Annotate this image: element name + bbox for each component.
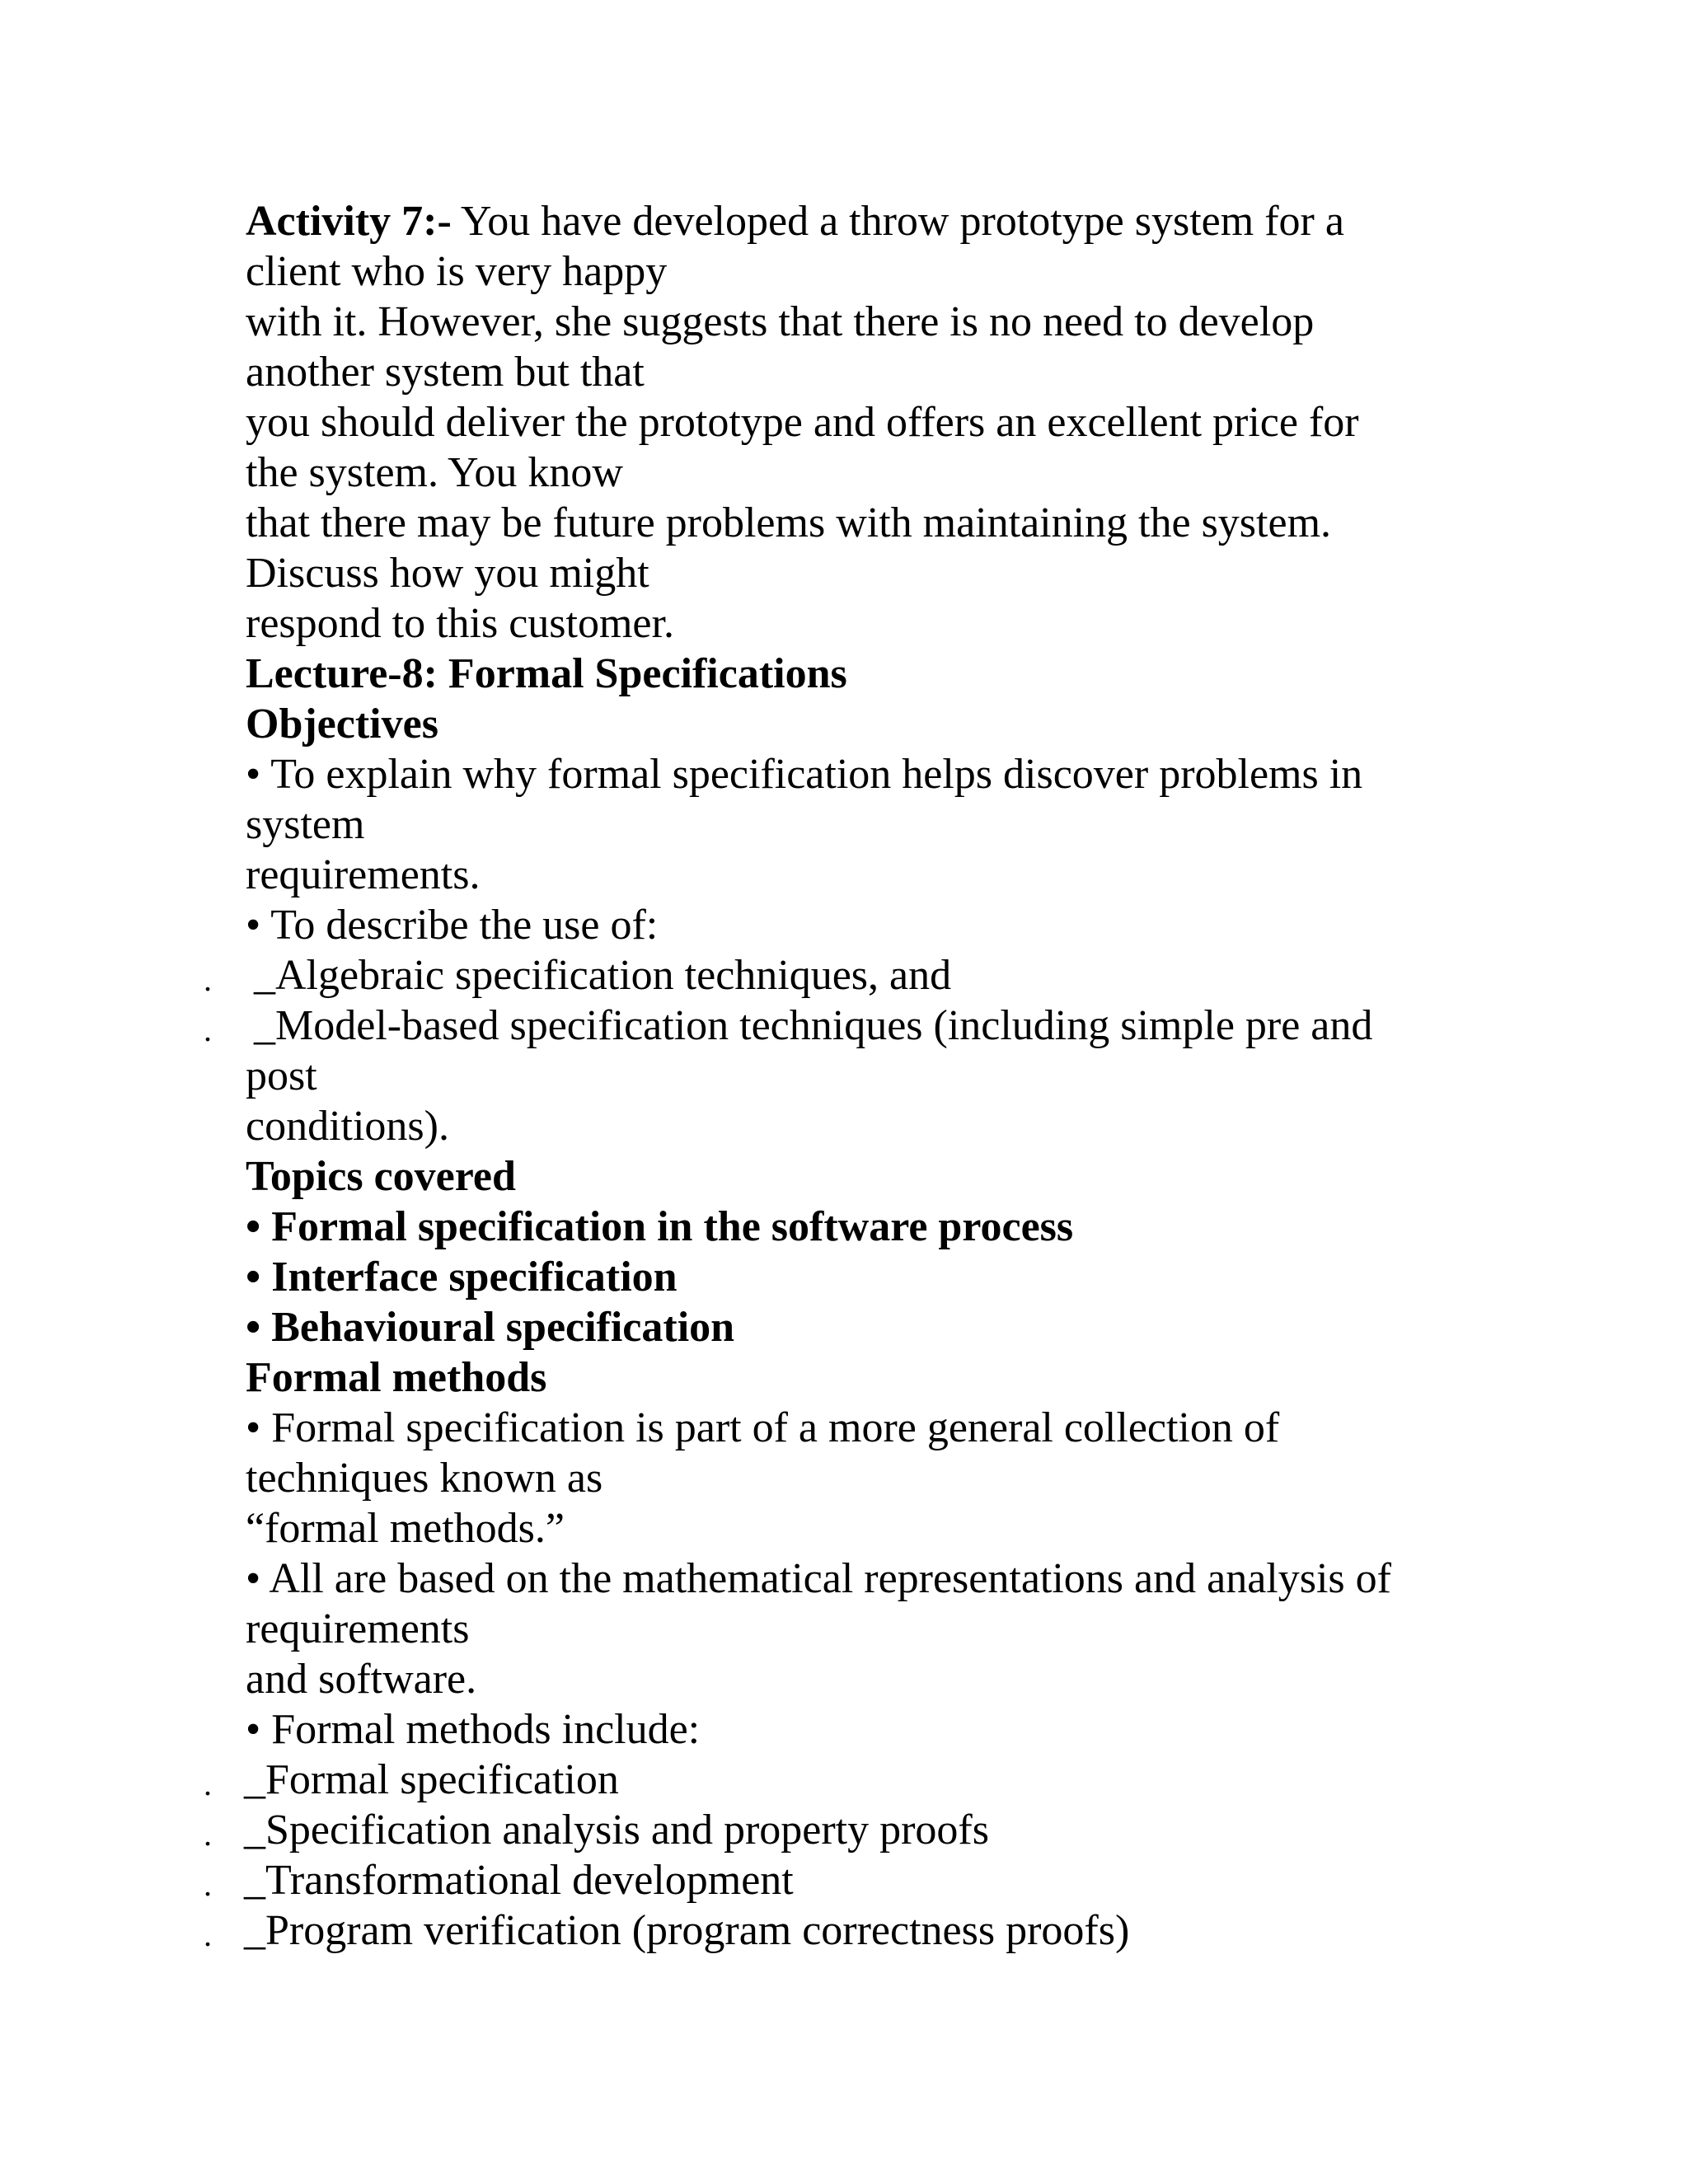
activity-line-7: that there may be future problems with maintaining the system. bbox=[246, 499, 1332, 546]
formal-methods-line-5: requirements bbox=[246, 1605, 470, 1652]
topics-heading: Topics covered bbox=[246, 1153, 516, 1200]
activity-line-5: you should deliver the prototype and offers an excellent price for bbox=[246, 399, 1359, 446]
objective-line-7: post bbox=[246, 1052, 317, 1099]
objective-line-1: • To explain why formal specification helps discover problems in bbox=[246, 751, 1363, 798]
topic-item: • Interface specification bbox=[246, 1254, 678, 1301]
objective-line-6: _Model-based specification techniques (including simple pre and bbox=[254, 1002, 1373, 1049]
activity-text: You have developed a throw prototype system for a bbox=[451, 198, 1344, 245]
formal-methods-line-2: techniques known as bbox=[246, 1455, 603, 1502]
formal-methods-line-6: and software. bbox=[246, 1656, 477, 1703]
objective-line-8: conditions). bbox=[246, 1103, 449, 1150]
activity-label: Activity 7:- bbox=[246, 198, 452, 245]
formal-methods-line-10: _Transformational development bbox=[244, 1857, 794, 1904]
sub-bullet-marker: . bbox=[204, 961, 212, 998]
formal-methods-line-1: • Formal specification is part of a more general collection of bbox=[246, 1404, 1280, 1451]
activity-line-3: with it. However, she suggests that there is no need to develop bbox=[246, 298, 1315, 345]
sub-bullet-marker: . bbox=[204, 1765, 212, 1802]
activity-line-8: Discuss how you might bbox=[246, 550, 649, 597]
objective-line-3: requirements. bbox=[246, 851, 481, 898]
activity-line-6: the system. You know bbox=[246, 449, 623, 496]
formal-methods-line-11: _Program verification (program correctness proofs) bbox=[244, 1907, 1130, 1954]
formal-methods-line-7: • Formal methods include: bbox=[246, 1706, 701, 1753]
objectives-heading: Objectives bbox=[246, 701, 438, 748]
objective-line-2: system bbox=[246, 801, 365, 848]
formal-methods-heading: Formal methods bbox=[246, 1354, 547, 1401]
sub-bullet-marker: . bbox=[204, 1816, 212, 1853]
activity-line-2: client who is very happy bbox=[246, 248, 668, 295]
sub-bullet-marker: . bbox=[204, 1011, 212, 1048]
sub-bullet-marker: . bbox=[204, 1916, 212, 1953]
lecture-title: Lecture-8: Formal Specifications bbox=[246, 650, 847, 697]
topic-item: • Behavioural specification bbox=[246, 1304, 735, 1351]
formal-methods-line-9: _Specification analysis and property proofs bbox=[244, 1807, 989, 1854]
formal-methods-line-3: “formal methods.” bbox=[246, 1505, 565, 1552]
activity-line-9: respond to this customer. bbox=[246, 600, 674, 647]
activity-line-4: another system but that bbox=[246, 349, 645, 396]
objective-line-4: • To describe the use of: bbox=[246, 902, 659, 949]
formal-methods-line-8: _Formal specification bbox=[244, 1756, 619, 1803]
topic-item: • Formal specification in the software process bbox=[246, 1203, 1074, 1250]
objective-line-5: _Algebraic specification techniques, and bbox=[254, 952, 952, 999]
sub-bullet-marker: . bbox=[204, 1866, 212, 1903]
formal-methods-line-4: • All are based on the mathematical representations and analysis of bbox=[246, 1555, 1391, 1602]
activity-line-1 bbox=[246, 196, 1344, 246]
